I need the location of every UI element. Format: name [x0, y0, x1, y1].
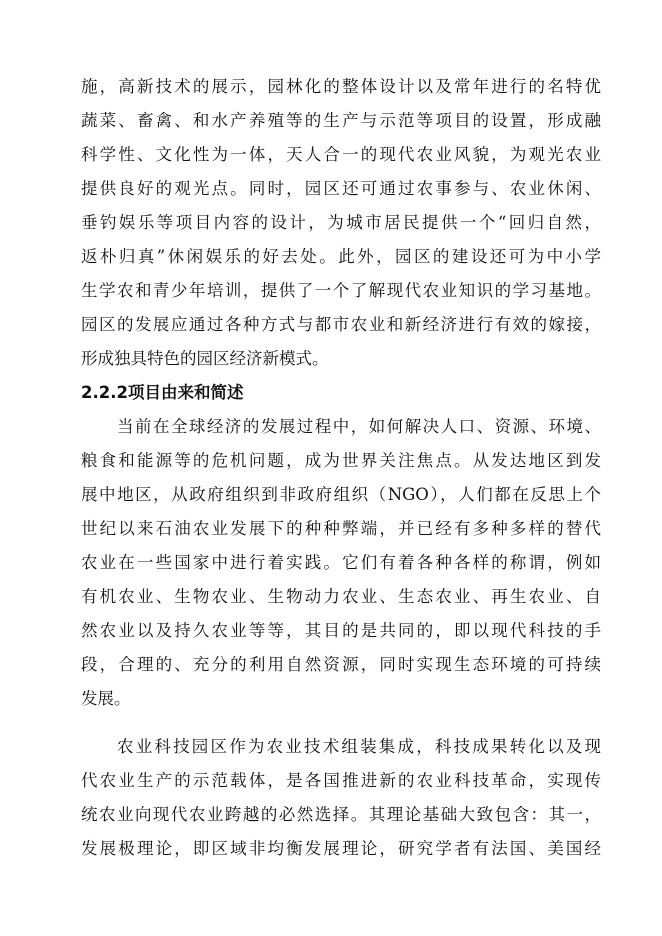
text-line: 科学性、文化性为一体，天人合一的现代农业风貌，为观光农业 — [81, 145, 601, 164]
text-line: 粮食和能源等的危机问题，成为世界关注焦点。从发达地区到发 — [81, 451, 601, 470]
text-line: 发展极理论，即区域非均衡发展理论，研究学者有法国、美国经 — [81, 839, 601, 858]
text-line: 世纪以来石油农业发展下的种种弊端，并已经有多种多样的替代 — [81, 519, 601, 538]
text-line: 段，合理的、充分的利用自然资源，同时实现生态环境的可持续 — [81, 655, 601, 674]
text-line: 发展。 — [81, 689, 131, 708]
text-line: 生学农和青少年培训，提供了一个了解现代农业知识的学习基地。 — [81, 281, 601, 300]
section-heading: 2.2.2项目由来和简述 — [81, 383, 244, 402]
text-line: 农业科技园区作为农业技术组装集成，科技成果转化以及现 — [117, 737, 601, 756]
text-line: 施，高新技术的展示，园林化的整体设计以及常年进行的名特优 — [81, 77, 601, 96]
text-line: 园区的发展应通过各种方式与都市农业和新经济进行有效的嫁接， — [81, 315, 601, 334]
text-line: 返朴归真”休闲娱乐的好去处。此外，园区的建设还可为中小学 — [81, 247, 601, 266]
text-line: 当前在全球经济的发展过程中，如何解决人口、资源、环境、 — [117, 417, 601, 436]
text-line: 提供良好的观光点。同时，园区还可通过农事参与、农业休闲、 — [81, 179, 601, 198]
text-line: 然农业以及持久农业等等，其目的是共同的，即以现代科技的手 — [81, 621, 601, 640]
text-line: 形成独具特色的园区经济新模式。 — [81, 349, 329, 368]
text-line: 统农业向现代农业跨越的必然选择。其理论基础大致包含：其一， — [81, 805, 601, 824]
text-line: 有机农业、生物农业、生物动力农业、生态农业、再生农业、自 — [81, 587, 601, 606]
text-line: 蔬菜、畜禽、和水产养殖等的生产与示范等项目的设置，形成融 — [81, 111, 601, 130]
text-line: 垂钓娱乐等项目内容的设计，为城市居民提供一个“回归自然， — [81, 213, 601, 232]
text-line: 代农业生产的示范载体，是各国推进新的农业科技革命，实现传 — [81, 771, 601, 790]
text-line: 农业在一些国家中进行着实践。它们有着各种各样的称谓，例如 — [81, 553, 601, 572]
text-line: 展中地区，从政府组织到非政府组织（NGO），人们都在反思上个 — [81, 485, 601, 504]
